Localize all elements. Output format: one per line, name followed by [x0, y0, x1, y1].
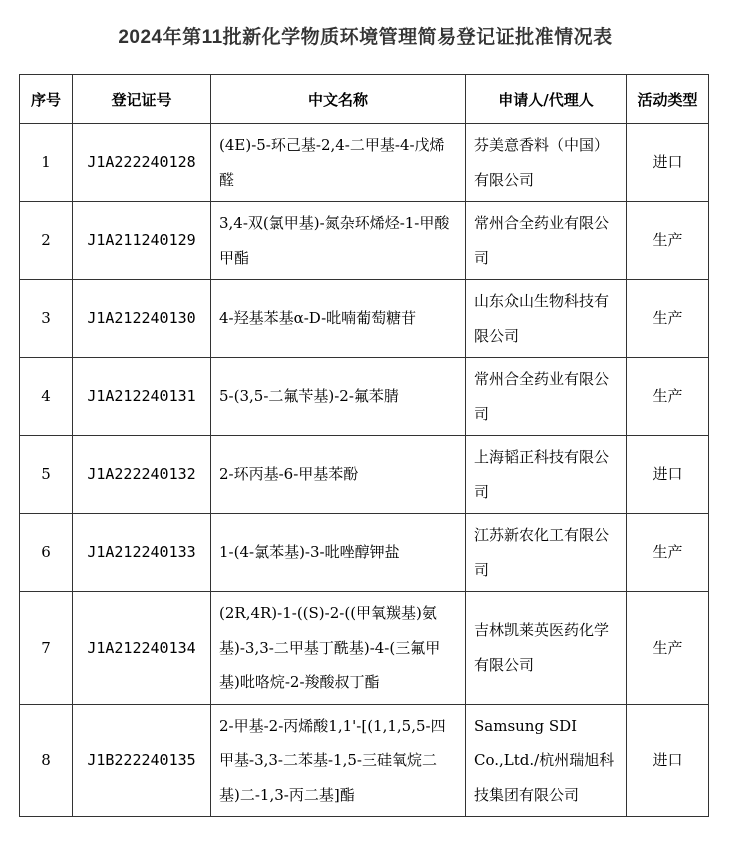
cell-applicant: 江苏新农化工有限公司: [466, 514, 627, 592]
approval-table: [19, 74, 709, 817]
cell-applicant: 山东众山生物科技有限公司: [466, 280, 627, 358]
header-cell-name: 中文名称: [211, 75, 466, 124]
table-header: [20, 75, 709, 124]
cell-no: 1: [20, 124, 73, 202]
cell-name: (4E)-5-环己基-2,4-二甲基-4-戊烯醛: [211, 124, 466, 202]
cell-activity: 进口: [627, 124, 709, 202]
cell-cert: J1A212240134: [73, 592, 211, 705]
cell-activity: 生产: [627, 592, 709, 705]
cell-activity: 生产: [627, 280, 709, 358]
cell-cert: J1A212240131: [73, 358, 211, 436]
cell-activity: 生产: [627, 202, 709, 280]
cell-applicant: 常州合全药业有限公司: [466, 202, 627, 280]
table-row: [20, 280, 709, 358]
table-row: [20, 124, 709, 202]
cell-applicant: Samsung SDI Co.,Ltd./杭州瑞旭科技集团有限公司: [466, 704, 627, 817]
cell-applicant: 常州合全药业有限公司: [466, 358, 627, 436]
header-cell-cert: 登记证号: [73, 75, 211, 124]
table-row: [20, 592, 709, 705]
cell-no: 4: [20, 358, 73, 436]
cell-cert: J1A212240130: [73, 280, 211, 358]
table-row: [20, 704, 709, 817]
cell-cert: J1A212240133: [73, 514, 211, 592]
cell-no: 3: [20, 280, 73, 358]
cell-name: 3,4-双(氯甲基)-氮杂环烯烃-1-甲酸甲酯: [211, 202, 466, 280]
cell-applicant: 吉林凯莱英医药化学有限公司: [466, 592, 627, 705]
cell-cert: J1A222240132: [73, 436, 211, 514]
cell-cert: J1B222240135: [73, 704, 211, 817]
cell-activity: 生产: [627, 514, 709, 592]
page-title: 2024年第11批新化学物质环境管理简易登记证批准情况表: [118, 27, 613, 48]
cell-no: 5: [20, 436, 73, 514]
cell-name: 2-甲基-2-丙烯酸1,1'-[(1,1,5,5-四甲基-3,3-二苯基-1,5-三硅氧烷二基)二-1,3-丙二基]酯: [211, 704, 466, 817]
cell-name: (2R,4R)-1-((S)-2-((甲氧羰基)氨基)-3,3-二甲基丁酰基)-4-(三氟甲基)吡咯烷-2-羧酸叔丁酯: [211, 592, 466, 705]
cell-activity: 生产: [627, 358, 709, 436]
cell-cert: J1A222240128: [73, 124, 211, 202]
header-cell-applicant: 申请人/代理人: [466, 75, 627, 124]
cell-activity: 进口: [627, 704, 709, 817]
cell-name: 1-(4-氯苯基)-3-吡唑醇钾盐: [211, 514, 466, 592]
table-row: [20, 514, 709, 592]
header-cell-no: 序号: [20, 75, 73, 124]
table-row: [20, 358, 709, 436]
cell-no: 8: [20, 704, 73, 817]
cell-no: 6: [20, 514, 73, 592]
header-row: [20, 75, 709, 124]
table-row: [20, 202, 709, 280]
cell-name: 2-环丙基-6-甲基苯酚: [211, 436, 466, 514]
cell-cert: J1A211240129: [73, 202, 211, 280]
cell-name: 5-(3,5-二氟苄基)-2-氟苯腈: [211, 358, 466, 436]
cell-applicant: 芬美意香料（中国）有限公司: [466, 124, 627, 202]
cell-activity: 进口: [627, 436, 709, 514]
table-row: [20, 436, 709, 514]
header-cell-activity: 活动类型: [627, 75, 709, 124]
cell-applicant: 上海韬正科技有限公司: [466, 436, 627, 514]
cell-no: 7: [20, 592, 73, 705]
cell-no: 2: [20, 202, 73, 280]
table-body: [20, 124, 709, 817]
cell-name: 4-羟基苯基α-D-吡喃葡萄糖苷: [211, 280, 466, 358]
